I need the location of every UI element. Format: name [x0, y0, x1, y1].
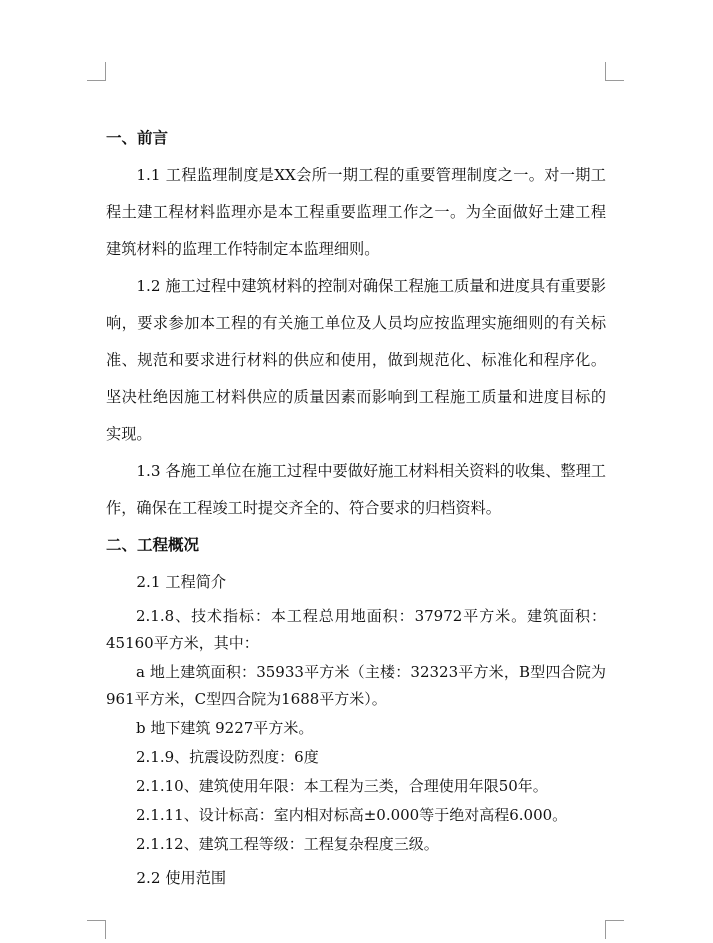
item-2-1-8: 2.1.8、技术指标：本工程总用地面积：37972平方米。建筑面积：45160平方米，其中： — [106, 607, 606, 652]
section-heading-preface: 一、前言 — [106, 129, 169, 147]
paragraph-1-1: 1.1 工程监理制度是XX会所一期工程的重要管理制度之一。对一期工程土建工程材料监理亦是本工程重要监理工作之一。为全面做好土建工程建筑材料的监理工作特制定本监理细则。 — [106, 166, 606, 258]
item-2-1-12: 2.1.12、建筑工程等级：工程复杂程度三级。 — [136, 835, 439, 853]
crop-mark-top-left — [87, 62, 106, 81]
item-2-1-11: 2.1.11、设计标高：室内相对标高±0.000等于绝对高程6.000。 — [136, 806, 568, 824]
subheading-2-2: 2.2 使用范围 — [136, 869, 227, 887]
document-body — [106, 120, 606, 897]
section-heading-overview: 二、工程概况 — [106, 536, 200, 554]
item-2-1-10: 2.1.10、建筑使用年限：本工程为三类，合理使用年限50年。 — [136, 777, 548, 795]
item-2-1-9: 2.1.9、抗震设防烈度：6度 — [136, 748, 319, 766]
item-2-1-8-a: a 地上建筑面积：35933平方米（主楼：32323平方米，B型四合院为961平方米，C型四合院为1688平方米）。 — [106, 663, 606, 708]
crop-mark-top-right — [605, 62, 624, 81]
paragraph-1-2: 1.2 施工过程中建筑材料的控制对确保工程施工质量和进度具有重要影响，要求参加本工程的有关施工单位及人员均应按监理实施细则的有关标准、规范和要求进行材料的供应和使用，做到规范化、标准化和程序化。坚决杜绝因施工材料供应的质量因素而影响到工程施工质量和进度目标的实现。 — [106, 277, 606, 443]
paragraph-1-3: 1.3 各施工单位在施工过程中要做好施工材料相关资料的收集、整理工作，确保在工程竣工时提交齐全的、符合要求的归档资料。 — [106, 462, 606, 517]
subheading-2-1: 2.1 工程简介 — [136, 573, 227, 591]
crop-mark-bottom-right — [605, 920, 624, 939]
item-2-1-8-b: b 地下建筑 9227平方米。 — [136, 719, 314, 737]
crop-mark-bottom-left — [87, 920, 106, 939]
